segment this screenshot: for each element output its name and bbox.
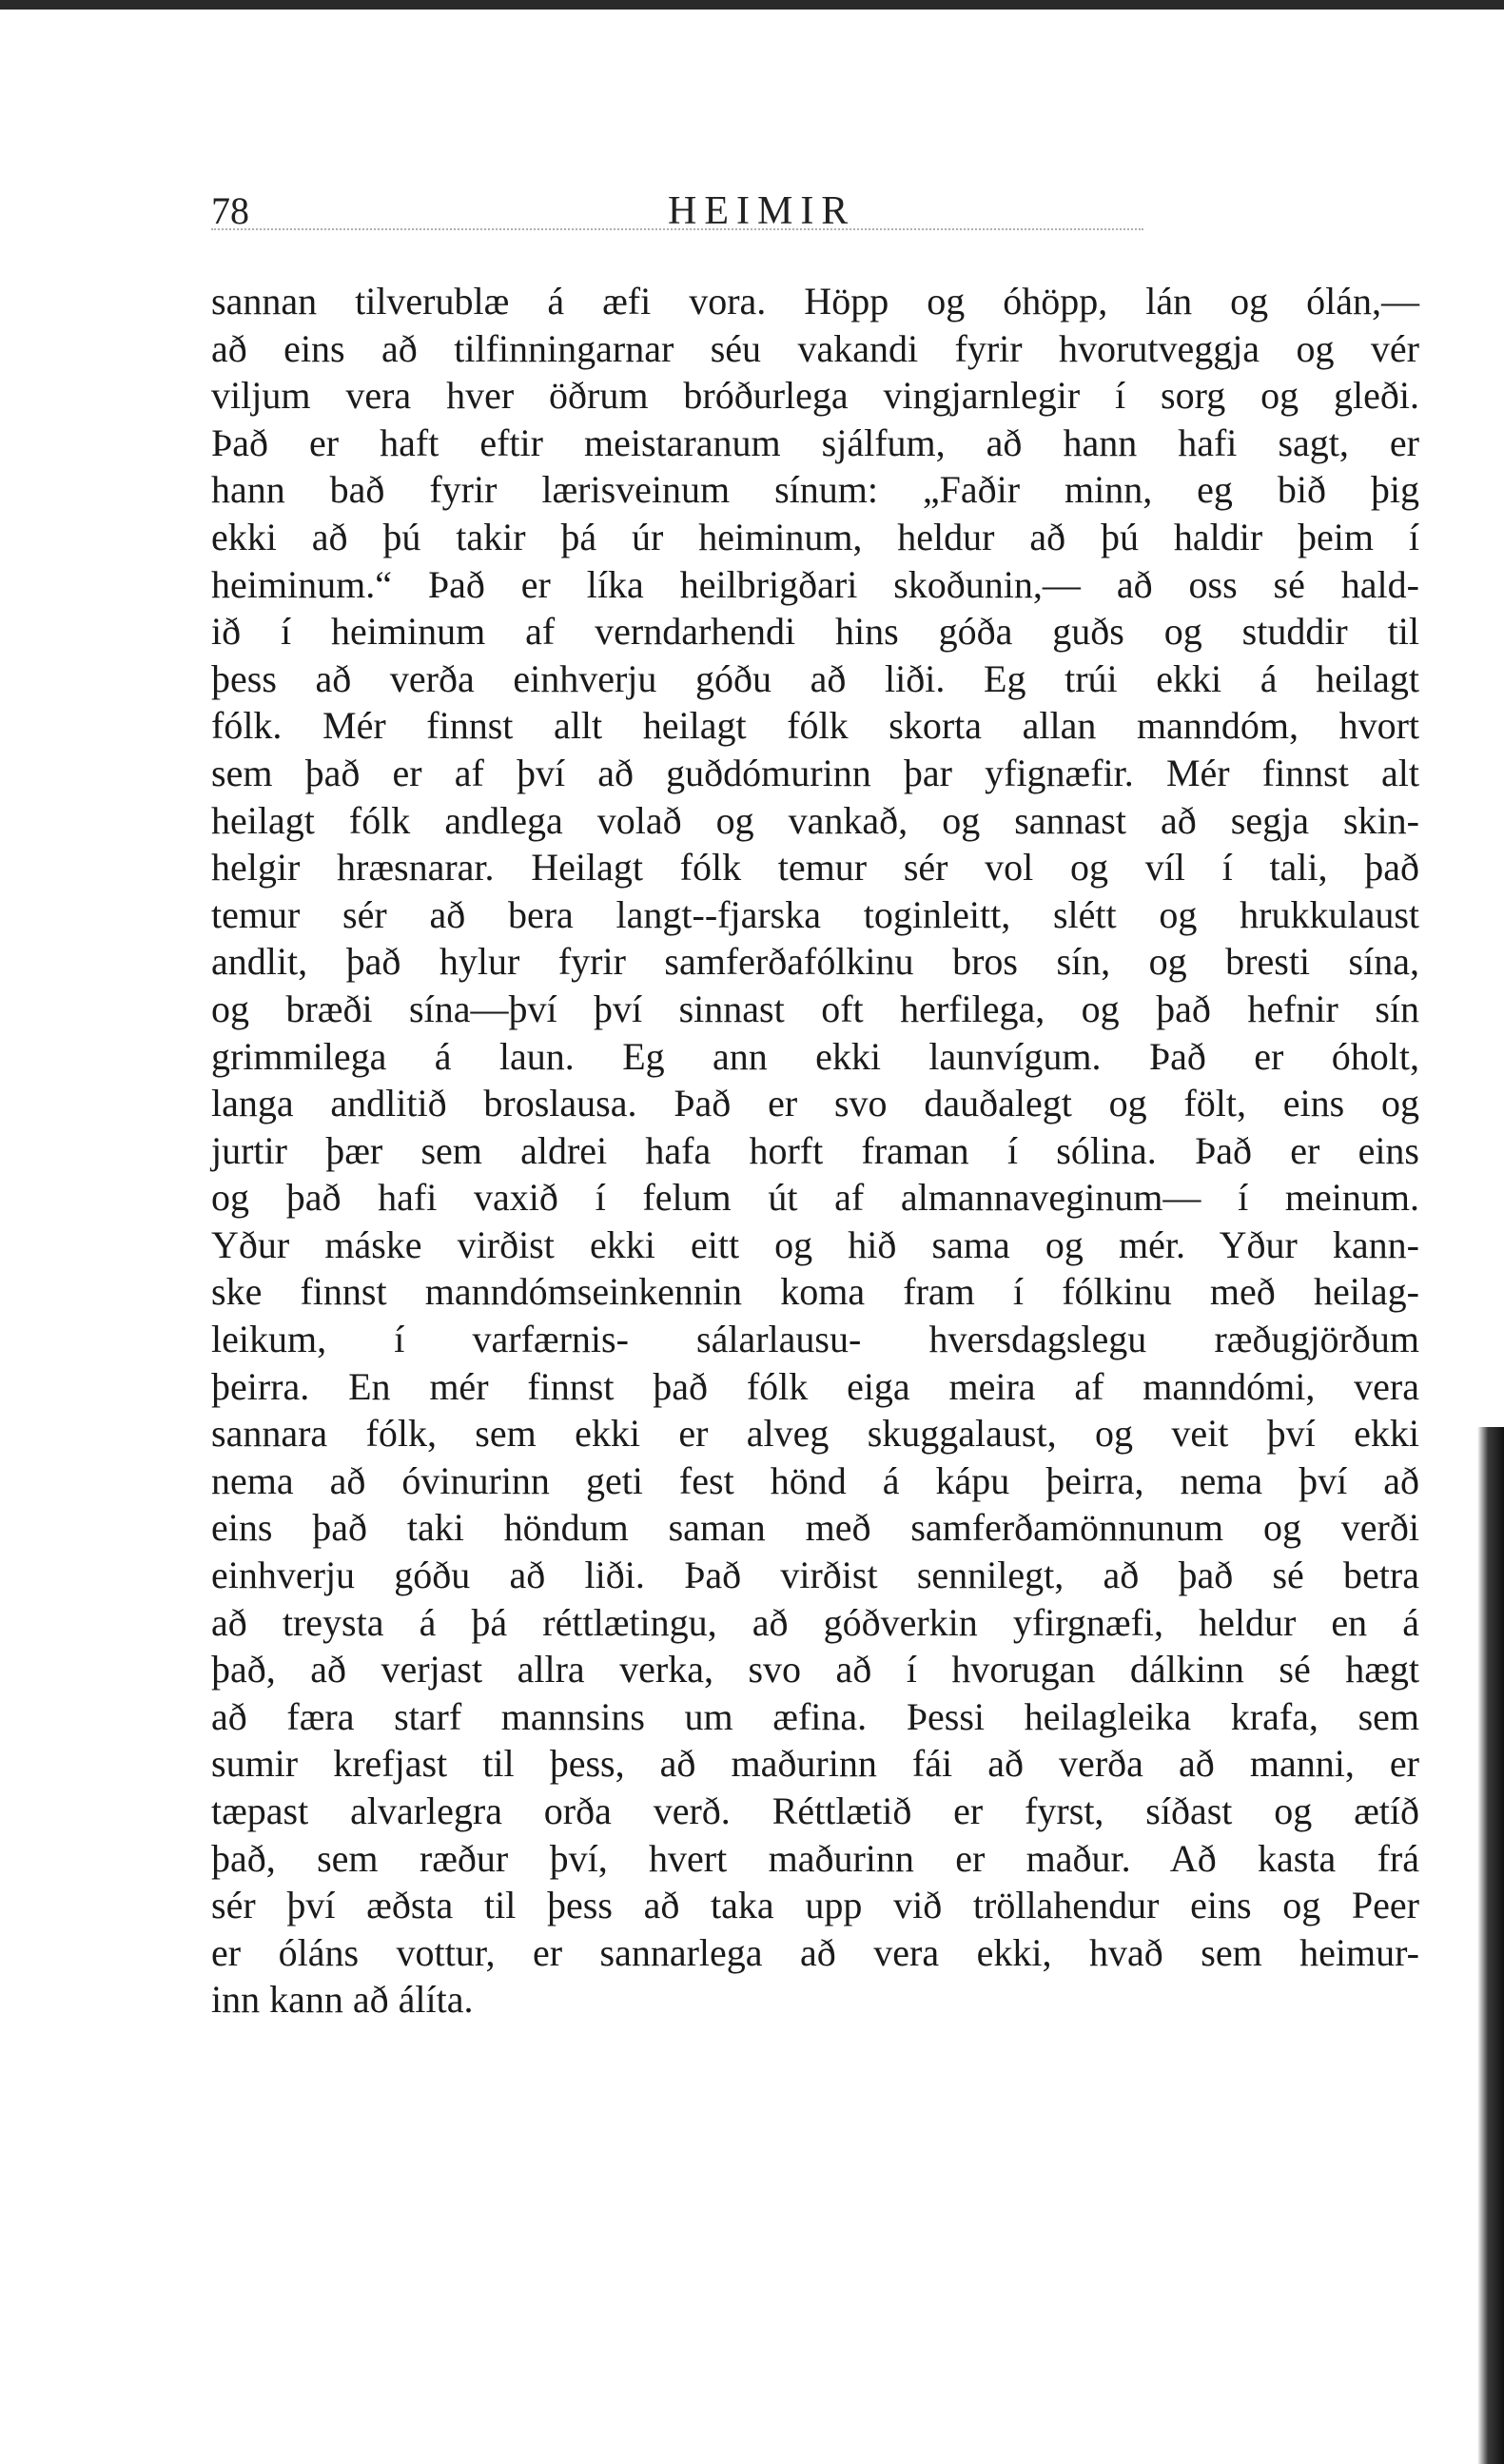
text-line: langa andlitið broslausa. Það er svo dauðalegt og fölt, eins og: [211, 1082, 1419, 1125]
page-header: [211, 188, 1429, 245]
text-line: eins það taki höndum saman með samferðamönnunum og verði: [211, 1506, 1419, 1550]
text-line: tæpast alvarlegra orða verð. Réttlætið er fyrst, síðast og ætíð: [211, 1789, 1419, 1832]
page-number: 78: [211, 189, 249, 232]
text-line: ske finnst manndómseinkennin koma fram í fólkinu með heilag-: [211, 1270, 1419, 1314]
text-line: ið í heiminum af verndarhendi hins góða guðs og studdir til: [211, 610, 1419, 654]
text-line: jurtir þær sem aldrei hafa horft framan í sólina. Það er eins: [211, 1128, 1419, 1172]
text-line: að færa starf mannsins um æfina. Þessi heilagleika krafa, sem: [211, 1694, 1419, 1738]
text-line: grimmilega á laun. Eg ann ekki launvígum. Það er óholt,: [211, 1034, 1419, 1078]
body-text: [211, 278, 1419, 2024]
text-line: andlit, það hylur fyrir samferðafólkinu bros sín, og bresti sína,: [211, 940, 1419, 984]
text-line: sér því æðsta til þess að taka upp við tröllahendur eins og Peer: [211, 1884, 1419, 1927]
text-line: að treysta á þá réttlætingu, að góðverkin yfirgnæfi, heldur en á: [211, 1600, 1419, 1644]
page-top-edge: [0, 0, 1504, 10]
text-line: Það er haft eftir meistaranum sjálfum, að hann hafi sagt, er: [211, 420, 1419, 464]
text-line: helgir hræsnarar. Heilagt fólk temur sér vol og víl í tali, það: [211, 846, 1419, 890]
text-line: einhverju góðu að liði. Það virðist sennilegt, að það sé betra: [211, 1554, 1419, 1597]
header-rule: [211, 228, 1143, 230]
text-line: temur sér að bera langt--fjarska toginleitt, slétt og hrukkulaust: [211, 892, 1419, 936]
text-line: sannara fólk, sem ekki er alveg skuggalaust, og veit því ekki: [211, 1412, 1419, 1456]
text-line: hann bað fyrir lærisveinum sínum: „Faðir minn, eg bið þig: [211, 468, 1419, 512]
text-line-last: inn kann að álíta.: [211, 1978, 474, 2022]
text-line: það, að verjast allra verka, svo að í hvorugan dálkinn sé hægt: [211, 1648, 1419, 1692]
text-line: sannan tilverublæ á æfi vora. Höpp og óhöpp, lán og ólán,—: [211, 280, 1419, 323]
text-line: nema að óvinurinn geti fest hönd á kápu þeirra, nema því að: [211, 1458, 1419, 1502]
text-line: heiminum.“ Það er líka heilbrigðari skoðunin,— að oss sé hald-: [211, 562, 1419, 606]
text-line: og bræði sína—því því sinnast oft herfilega, og það hefnir sín: [211, 987, 1419, 1030]
text-line: ekki að þú takir þá úr heiminum, heldur að þú haldir þeim í: [211, 515, 1419, 558]
text-line: að eins að tilfinningarnar séu vakandi fyrir hvorutveggja og vér: [211, 326, 1419, 370]
text-line: viljum vera hver öðrum bróðurlega vingjarnlegir í sorg og gleði.: [211, 374, 1419, 418]
text-line: þess að verða einhverju góðu að liði. Eg trúi ekki á heilagt: [211, 656, 1419, 700]
running-title: HEIMIR: [668, 189, 856, 233]
text-line: Yður máske virðist ekki eitt og hið sama og mér. Yður kann-: [211, 1222, 1419, 1266]
text-line: heilagt fólk andlega volað og vankað, og sannast að segja skin-: [211, 798, 1419, 842]
text-line: það, sem ræður því, hvert maðurinn er maður. Að kasta frá: [211, 1836, 1419, 1880]
text-line: leikum, í varfærnis- sálarlausu- hversdagslegu ræðugjörðum: [211, 1318, 1419, 1361]
text-line: og það hafi vaxið í felum út af almannaveginum— í meinum.: [211, 1176, 1419, 1220]
text-line: sumir krefjast til þess, að maðurinn fái að verða að manni, er: [211, 1742, 1419, 1786]
text-line: er óláns vottur, er sannarlega að vera ekki, hvað sem heimur-: [211, 1930, 1419, 1974]
text-line: fólk. Mér finnst allt heilagt fólk skorta allan manndóm, hvort: [211, 704, 1419, 748]
page-spine-shadow: [1477, 1427, 1504, 2464]
text-line: sem það er af því að guðdómurinn þar yfignæfir. Mér finnst alt: [211, 751, 1419, 794]
text-line: þeirra. En mér finnst það fólk eiga meira af manndómi, vera: [211, 1364, 1419, 1408]
